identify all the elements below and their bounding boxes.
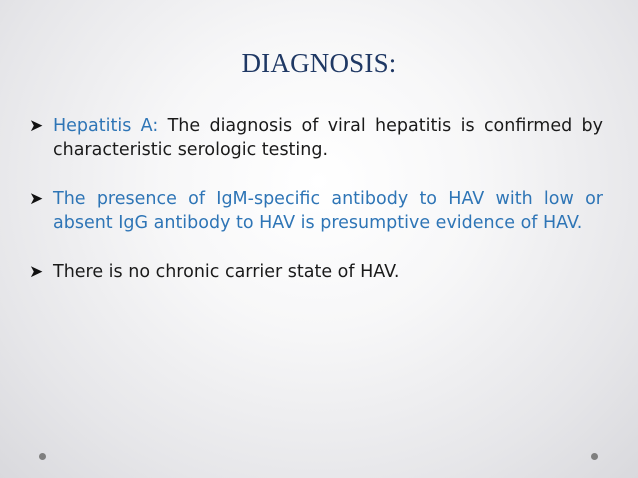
decorative-dot-right xyxy=(591,453,598,460)
bullet-list xyxy=(29,114,603,309)
bullet-item-carrier-state xyxy=(29,260,603,284)
bullet-lead-text: Hepatitis A: xyxy=(53,116,159,136)
bullet-item-hepatitis-a xyxy=(29,114,603,162)
bullet-text: The presence of IgM-specific antibody to HAV with low or absent IgG antibody to HAV is presumptive evidence of HAV. xyxy=(53,189,603,233)
bullet-item-igm-antibody xyxy=(29,187,603,235)
bullet-text: There is no chronic carrier state of HAV. xyxy=(53,262,400,282)
slide-title: DIAGNOSIS: xyxy=(241,48,397,78)
arrow-bullet-icon: ➤ xyxy=(29,116,44,136)
arrow-bullet-icon: ➤ xyxy=(29,189,44,209)
arrow-bullet-icon: ➤ xyxy=(29,262,44,282)
decorative-dot-left xyxy=(39,453,46,460)
bullet-text: The diagnosis of viral hepatitis is confirmed by characteristic serologic testing. xyxy=(53,116,603,160)
